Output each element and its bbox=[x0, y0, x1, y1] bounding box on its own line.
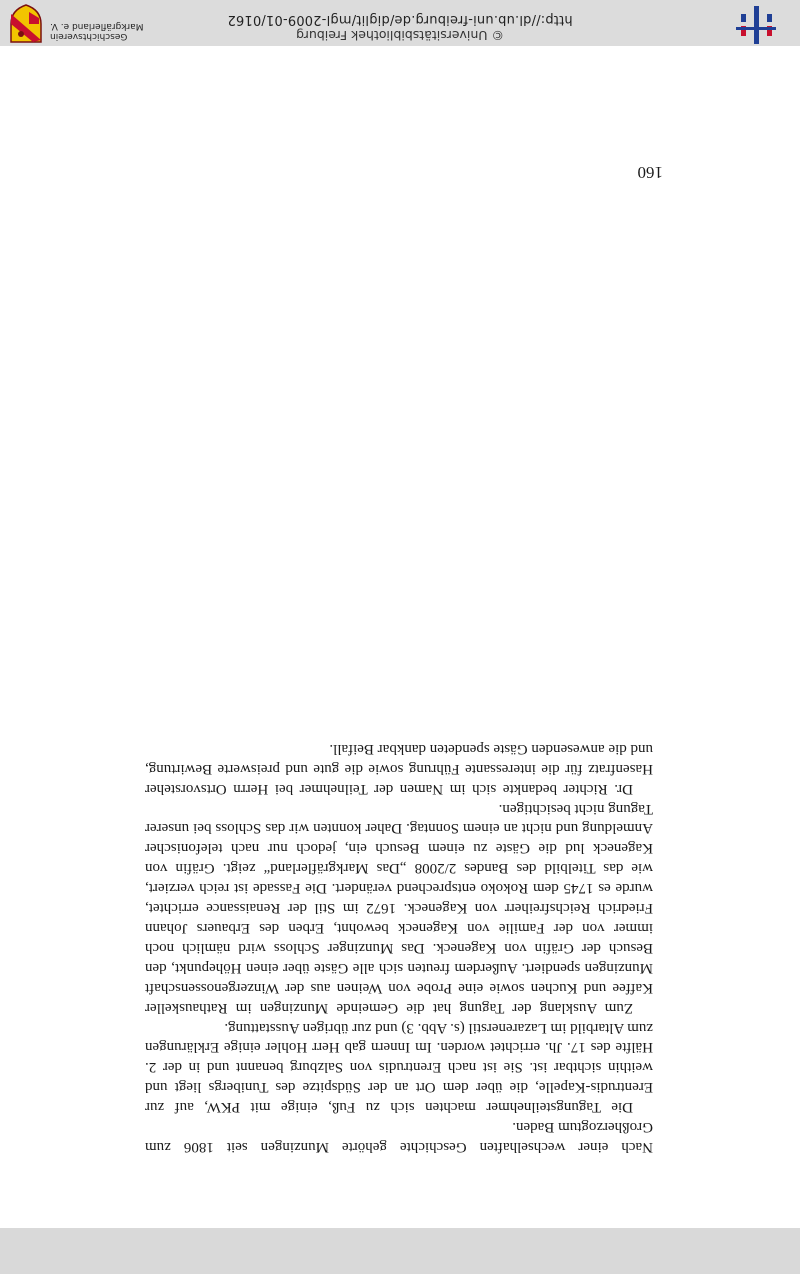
society-name-line2: Markgräflerland e. V. bbox=[50, 21, 144, 31]
library-footer-bar bbox=[0, 0, 800, 46]
paragraph-1: Nach einer wechselhaften Geschichte gehörte Munzingen seit 1806 zum Großherzogtum Baden. bbox=[145, 1119, 653, 1155]
paragraph-4: Dr. Richter bedankte sich im Namen der Teilnehmer bei Herrn Ortsvorsteher Hasenfratz für die interessante Führung sowie die gute und preiswerte Bewirtung, und die anwesenden Gäste spendeten dankbar Beifall. bbox=[145, 740, 653, 797]
society-name-line1: Geschichtsverein bbox=[50, 31, 128, 41]
copyright-notice: © Universitätsbibliothek Freiburg bbox=[296, 28, 504, 43]
society-name bbox=[50, 21, 143, 41]
permalink-url[interactable]: http://dl.ub.uni-freiburg.de/diglit/mgl-2009-01/0162 bbox=[227, 12, 573, 27]
paragraph-2: Die Tagungsteilnehmer machten sich zu Fuß, einige mit PKW, auf zur Erentrudis-Kapelle, die über dem Ort an der Südspitze des Tunibergs liegt und weithin sichtbar ist. Sie ist nach Erentrudis von Salzburg benannt und in der 2. Hälfte des 17. Jh. errichtet worden. Im Innern gab Herr Hohler einige Erklärungen zum Altarbild im Lazarenerstil (s. Abb. 3) und zur übrigen Ausstattung. bbox=[145, 1019, 653, 1116]
page-number: 160 bbox=[637, 163, 663, 182]
library-header-strip bbox=[0, 1228, 800, 1274]
body-text bbox=[145, 738, 653, 1156]
coat-of-arms-icon bbox=[9, 4, 43, 44]
paragraph-3: Zum Ausklang der Tagung hat die Gemeinde Munzingen im Rathauskeller Kaffee und Kuchen sowie eine Probe von Weinen aus der Winzergenossenschaft Munzingen spendiert. Außerdem freuten sich alle Gäste über einen Höhepunkt, den Besuch der Gräfin von Kageneck. Das Munzinger Schloss wird nämlich noch immer von der Familie von Kageneck bewohnt, Erben des Erbauers Johann Friedrich Reichsfreiherr von Kageneck. 1672 im Stil der Renaissance errichtet, wurde es 1745 dem Rokoko entsprechend verändert. Die Fassade ist reich verziert, wie das Titelbild des Bandes 2/2008 „Das Markgräflerland“ zeigt. Gräfin von Kageneck lud die Gäste zu einem Besuch ein, jedoch nur nach telefonischer Anmeldung und nicht an einem Sonntag. Daher konnten wir das Schloss bei unserer Tagung nicht besichtigen. bbox=[145, 800, 653, 1016]
